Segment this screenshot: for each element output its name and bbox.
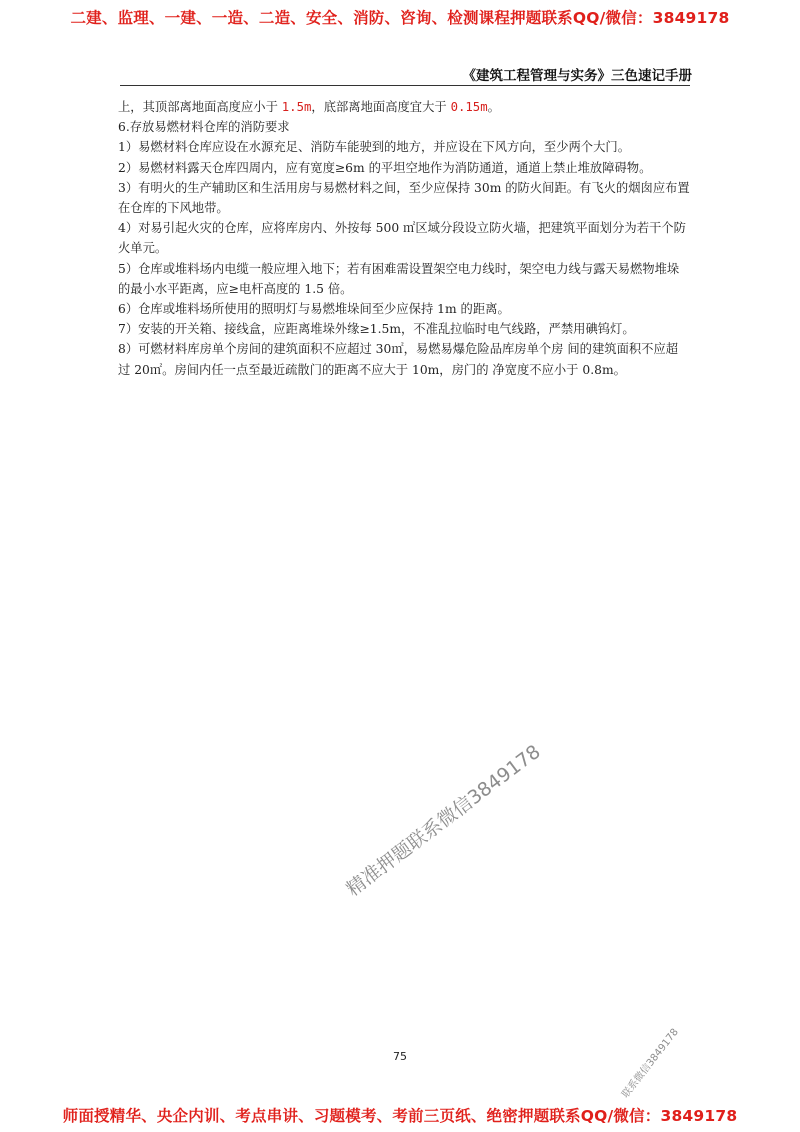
top-promo-banner: 二建、监理、一建、一造、二造、安全、消防、咨询、检测课程押题联系QQ/微信：3849178 [70,9,730,27]
bottom-promo-banner: 师面授精华、央企内训、考点串讲、习题模考、考前三页纸、绝密押题联系QQ/微信：3849178 [62,1107,738,1125]
text-segment: ，底部离地面高度宜大于 [311,100,451,114]
list-item: 8）可燃材料库房单个房间的建筑面积不应超过 30㎡，易燃易爆危险品库房单个房 间的建筑面积不应超过 20㎡。房间内任一点至最近疏散门的距离不应大于 10m，房门的 净宽度不应小于 0.8m。 [118,342,679,377]
highlight-value: 1.5m [281,100,312,114]
list-item: 5）仓库或堆料场内电缆一般应埋入地下；若有困难需设置架空电力线时，架空电力线与露天易燃物堆垛的最小水平距离，应≥电杆高度的 1.5 倍。 [118,261,680,296]
list-item: 7）安装的开关箱、接线盒，应距离堆垛外缘≥1.5m，不准乱拉临时电气线路，严禁用碘钨灯。 [118,322,635,337]
corner-watermark: 联系微信3849178 [620,1026,681,1101]
list-item: 3）有明火的生产辅助区和生活用房与易燃材料之间，至少应保持 30m 的防火间距。有飞火的烟囱应布置在仓库的下风地带。 [118,180,690,216]
text-segment: 。 [487,100,500,114]
list-item: 1）易燃材料仓库应设在水源充足、消防车能驶到的地方，并应设在下风方向，至少两个大门。 [118,140,630,155]
continued-paragraph [118,97,690,117]
highlight-value: 0.15m [450,100,488,114]
list-item: 6）仓库或堆料场所使用的照明灯与易燃堆垛间至少应保持 1m 的距离。 [118,302,510,317]
list-item: 2）易燃材料露天仓库四周内，应有宽度≥6m 的平坦空地作为消防通道，通道上禁止堆放障碍物。 [118,160,652,175]
header-rule [120,85,690,86]
text-segment: 上，其顶部离地面高度应小于 [118,100,282,114]
running-head: 《建筑工程管理与实务》三色速记手册 [462,68,692,84]
list-item: 4）对易引起火灾的仓库，应将库房内、外按每 500 ㎡区域分段设立防火墙，把建筑平面划分为若干个防火单元。 [118,221,686,256]
diagonal-watermark: 精准押题联系微信3849178 [342,740,545,901]
section-heading: 6.存放易燃材料仓库的消防要求 [118,120,290,135]
page-number: 75 [393,1050,407,1063]
page-body [118,97,690,380]
